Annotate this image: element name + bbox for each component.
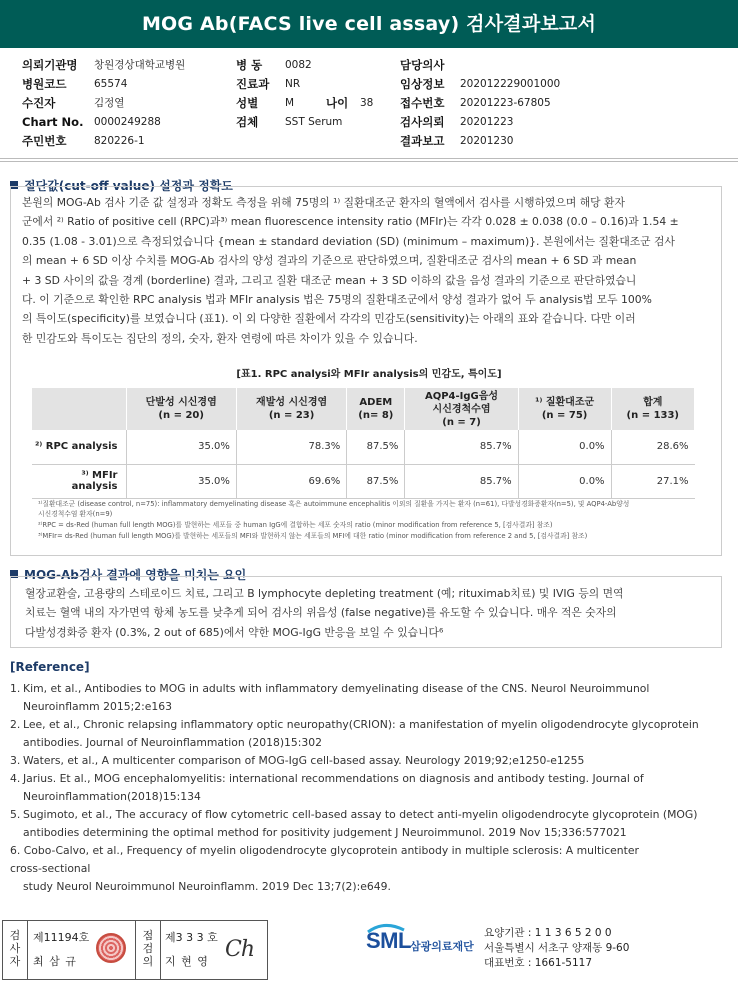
info-value: 20201223 [460, 116, 514, 128]
table-cell: 87.5% [347, 464, 405, 498]
info-value: SST Serum [285, 116, 343, 128]
table-corner-cell [32, 388, 126, 430]
info-label: 검사의뢰 [400, 115, 445, 129]
info-label: 나이 [326, 96, 349, 110]
row-label: ²⁾ RPC analysis [32, 430, 126, 464]
table-cell: 28.6% [611, 430, 694, 464]
divider [27, 921, 28, 979]
table-footnote: ²⁾RPC = ds-Red (human full length MOG)를 발현하는 세포들 중 human IgG에 결합하는 세포 숫자의 ratio (minor modification from reference 5, [검사결과] 참조) [38, 521, 553, 529]
table-header: AQP4-IgG음성 시신경척수염 (n = 7) [405, 388, 518, 430]
paragraph-line: 치료는 혈액 내의 자가면역 항체 농도를 낮추게 되어 검사의 위음성 (false negative)를 유도할 수 있습니다. 매우 적은 숫자의 [25, 606, 617, 620]
info-label: 성별 [236, 96, 259, 110]
logo-word: SML [366, 928, 411, 953]
signature-box [2, 920, 268, 980]
info-label: 결과보고 [400, 134, 445, 148]
examiner-license: 제11194호 [33, 931, 90, 944]
info-value: 202012229001000 [460, 78, 561, 90]
info-value: 38 [360, 97, 374, 109]
paragraph-line: 의 mean + 6 SD 이상 수치를 MOG-Ab 검사의 양성 결과의 기준으로 판단하였으며, 질환대조군 검사의 mean + 6 SD 과 mean [22, 254, 637, 268]
info-label: 검체 [236, 115, 259, 129]
table-footnote: 시신경척수염 환자(n=9) [38, 510, 113, 518]
reviewer-name: 지 현 영 [165, 955, 209, 968]
table-cell: 35.0% [126, 464, 236, 498]
report-title: MOG Ab(FACS live cell assay) 검사결과보고서 [0, 0, 738, 48]
row-label: ³⁾ MFIr analysis [32, 464, 126, 498]
info-label: 접수번호 [400, 96, 445, 110]
divider [135, 921, 136, 979]
table-cell: 85.7% [405, 430, 518, 464]
info-label: 병 동 [236, 58, 263, 72]
table-footnote: ³⁾MFIr= ds-Red (human full length MOG)를 발현하는 세포들의 MFI와 발현하지 않는 세포들의 MFI에 대한 ratio (minor modification from reference 2 and 5, [검사결과] 참조) [38, 532, 588, 540]
signature-icon: Ch [225, 937, 255, 962]
sensitivity-table [32, 388, 695, 499]
info-label: 임상정보 [400, 77, 445, 91]
info-value: 창원경상대학교병원 [94, 59, 186, 71]
cutoff-paragraph [22, 193, 714, 348]
table-header: ADEM (n= 8) [347, 388, 405, 430]
info-value: 65574 [94, 78, 128, 90]
reference-list [10, 680, 722, 896]
table-header: 합계 (n = 133) [611, 388, 694, 430]
info-value: 820226-1 [94, 135, 145, 147]
info-value: 0082 [285, 59, 312, 71]
divider [0, 161, 738, 162]
examiner-name: 최 삼 규 [33, 955, 77, 968]
info-label: 수진자 [22, 96, 56, 110]
patient-info [22, 56, 722, 152]
info-label: 의뢰기관명 [22, 58, 78, 72]
info-label: 주민번호 [22, 134, 67, 148]
reference-item: 5. Sugimoto, et al., The accuracy of flow cytometric cell-based assay to detect anti-myelin oligodendrocyte glycoprotein (MOG) antibodies determining the optimal method for positivity judgement J Neuroimmunol. 2019 Nov 15;336:577021 [10, 808, 698, 839]
divider [0, 158, 738, 159]
org-line: 서울특별시 서초구 양재동 9-60 [484, 942, 630, 954]
table-cell: 35.0% [126, 430, 236, 464]
info-value: 20201230 [460, 135, 514, 147]
info-value: M [285, 97, 295, 109]
info-value: 0000249288 [94, 116, 161, 128]
table-cell: 85.7% [405, 464, 518, 498]
info-value: 김정열 [94, 97, 125, 109]
paragraph-line: 군에서 ²⁾ Ratio of positive cell (RPC)과³⁾ mean fluorescence intensity ratio (MFIr)는 각각 0.028 ± 0.038 (0.0 – 0.16)과 1.54 ± [22, 215, 679, 229]
paragraph-line: 의 특이도(specificity)를 보였습니다 (표1). 이 외 다양한 질환에서 각각의 민감도(sensitivity)는 아래의 표와 같습니다. 다만 이러 [22, 312, 636, 326]
influence-paragraph [25, 584, 715, 642]
table-row [32, 430, 695, 464]
table-footnote: ¹⁾질환대조군 (disease control, n=75): inflammatory demyelinating disease 혹은 autoimmune encephalitis 이외의 질환을 가지는 환자 (n=61), 다발성경화증환자(n=5), 및 AQP4-Ab양성 [38, 500, 630, 508]
table-row [32, 464, 695, 498]
info-label: 담당의사 [400, 58, 445, 72]
table-header-row [32, 388, 695, 430]
table-cell: 87.5% [347, 430, 405, 464]
paragraph-line: + 3 SD 사이의 값을 경계 (borderline) 결과, 그리고 질환 대조군 mean + 3 SD 이하의 값을 음성 결과의 기준으로 판단하였습니 [22, 273, 637, 287]
paragraph-line: 다발성경화증 환자 (0.3%, 2 out of 685)에서 약한 MOG-IgG 반응을 보일 수 있습니다⁶ [25, 625, 444, 639]
reviewer-label: 점 검 의 [142, 929, 154, 968]
info-label: 병원코드 [22, 77, 67, 91]
info-label: 진료과 [236, 77, 270, 91]
table-header: 재발성 시신경염 (n = 23) [236, 388, 346, 430]
logo-subtitle: 삼광의료재단 [410, 940, 474, 953]
info-label: Chart No. [22, 115, 84, 129]
paragraph-line: 0.35 (1.08 - 3.01)으로 측정되었습니다 {mean ± standard deviation (SD) (minimum – maximum)}. 본원에서는 질환대조군 검사 [22, 234, 675, 248]
table-cell: 69.6% [236, 464, 346, 498]
org-info [484, 926, 629, 971]
section-title-text: 절단값(cut-off value) 설정과 정확도 [24, 179, 233, 193]
paragraph-line: 다. 이 기준으로 확인한 RPC analysis 법과 MFIr analysis 법은 75명의 질환대조군에서 양성 결과가 없어 두 analysis법 모두 100% [22, 293, 652, 307]
table-cell: 0.0% [518, 464, 611, 498]
table-cell: 0.0% [518, 430, 611, 464]
info-value: NR [285, 78, 301, 90]
divider [160, 921, 161, 979]
table-caption: [표1. RPC analysi와 MFIr analysis의 민감도, 특이도] [236, 369, 502, 380]
reference-item: 6. Cobo-Calvo, et al., Frequency of myelin oligodendrocyte glycoprotein antibody in multiple sclerosis: A multicenter cross-sectional study Neurol Neuroimmunol Neuroinflamm. 2019 Dec 13;7(2):e649. [10, 844, 639, 893]
examiner-label: 검 사 자 [9, 929, 21, 968]
reference-item: 1. Kim, et al., Antibodies to MOG in adults with inflammatory demyelinating disease of the CNS. Neurol Neuroimmunol Neuroinflamm 2015;2:e163 [10, 682, 650, 713]
table-cell: 78.3% [236, 430, 346, 464]
reference-item: 2. Lee, et al., Chronic relapsing inflammatory optic neuropathy(CRION): a manifestation of myelin oligodendrocyte glycoprotein antibodies. Journal of Neuroinflammation (2018)15:302 [10, 718, 699, 749]
table-header: ¹⁾ 질환대조군 (n = 75) [518, 388, 611, 430]
reference-item: 4. Jarius. Et al., MOG encephalomyelitis: international recommendations on diagnosis and antibody testing. Journal of Neuroinflammation(2018)15:134 [10, 772, 644, 803]
paragraph-line: 본원의 MOG-Ab 검사 기준 값 설정과 정확도 측정을 위해 75명의 ¹⁾ 질환대조군 환자의 혈액에서 검사를 시행하였으며 해당 환자 [22, 196, 625, 209]
paragraph-line: 한 민감도와 특이도는 집단의 정의, 숫자, 환자 연령에 따른 차이가 있을 수 있습니다. [22, 331, 418, 345]
reference-item: 3. Waters, et al., A multicenter comparison of MOG-IgG cell-based assay. Neurology 2019;92;e1250-e1255 [10, 754, 585, 767]
table-cell: 27.1% [611, 464, 694, 498]
org-line: 대표번호 : 1661-5117 [484, 957, 593, 969]
reference-title: [Reference] [10, 660, 90, 674]
section-title-text: MOG-Ab검사 결과에 영향을 미치는 요인 [24, 568, 247, 582]
info-value: 20201223-67805 [460, 97, 551, 109]
paragraph-line: 혈장교환술, 고용량의 스테로이드 치료, 그리고 B lymphocyte depleting treatment (예; rituximab치료) 및 IVIG 등의 면역 [25, 587, 624, 600]
table-header: 단발성 시신경염 (n = 20) [126, 388, 236, 430]
seal-stamp-icon [96, 933, 126, 963]
org-line: 요양기관 : 1 1 3 6 5 2 0 0 [484, 927, 612, 939]
reviewer-license: 제3 3 3 호 [165, 931, 218, 944]
